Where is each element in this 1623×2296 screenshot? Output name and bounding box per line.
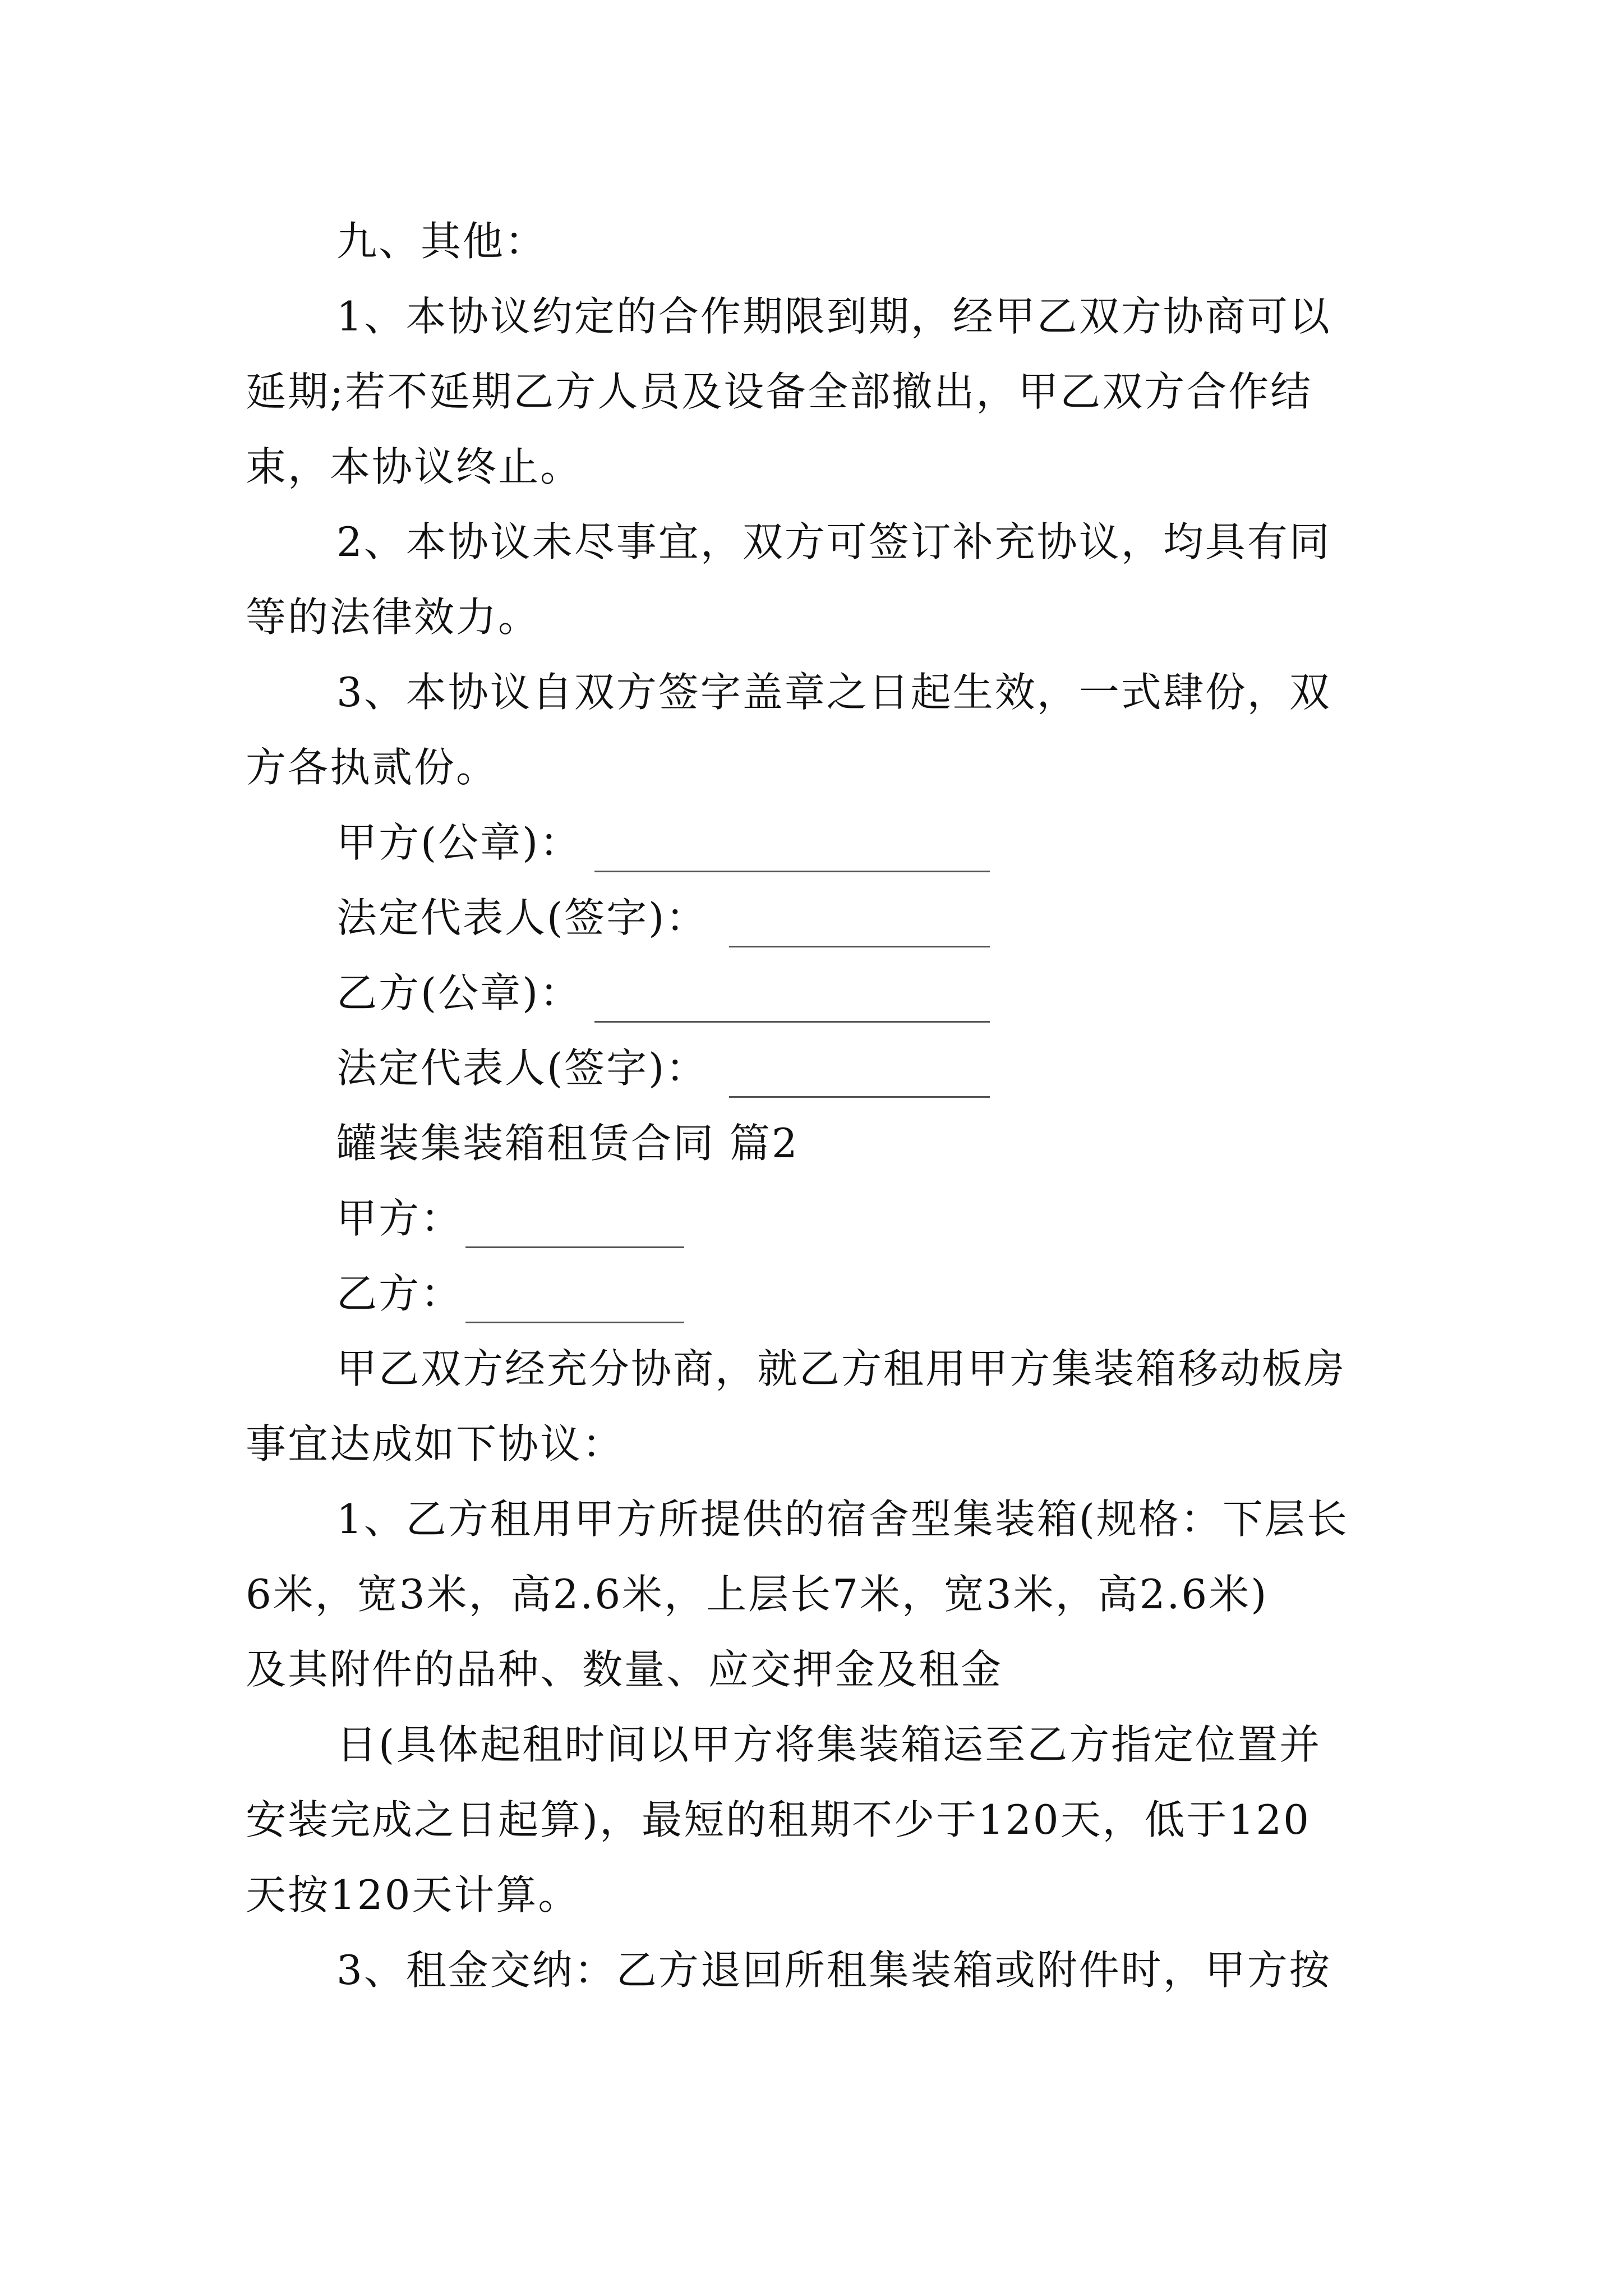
- party-a-representative-blank: [729, 946, 990, 947]
- paragraph-line: 2、本协议未尽事宜，双方可签订补充协议，均具有同: [336, 518, 1331, 565]
- party-a-seal-label: 甲方(公章)：: [336, 819, 582, 866]
- paragraph-line: 及其附件的品种、数量、应交押金及租金: [246, 1646, 1003, 1693]
- party-b-seal-blank: [594, 1021, 990, 1023]
- party-b-seal-label: 乙方(公章)：: [336, 969, 582, 1016]
- paragraph-line: 束，本协议终止。: [246, 443, 583, 490]
- paragraph-line: 安装完成之日起算)，最短的租期不少于120天，低于120: [246, 1796, 1311, 1843]
- party-a-seal-blank: [594, 871, 990, 872]
- section-heading-other: 九、其他：: [336, 218, 547, 265]
- paragraph-line: 事宜达成如下协议：: [246, 1420, 625, 1467]
- paragraph-line: 6米，宽3米，高2.6米，上层长7米，宽3米，高2.6米): [246, 1571, 1269, 1618]
- paragraph-line: 方各执贰份。: [246, 744, 499, 791]
- party-b-representative-label: 法定代表人(签字)：: [336, 1045, 708, 1092]
- paragraph-line: 延期;若不延期乙方人员及设备全部撤出，甲乙双方合作结: [246, 368, 1313, 415]
- paragraph-line: 日(具体起租时间以甲方将集装箱运至乙方指定位置并: [336, 1721, 1322, 1768]
- party-b-label: 乙方：: [336, 1270, 463, 1317]
- party-b-representative-blank: [729, 1096, 990, 1098]
- paragraph-line: 3、本协议自双方签字盖章之日起生效，一式肆份，双: [336, 669, 1331, 716]
- paragraph-line: 1、本协议约定的合作期限到期，经甲乙双方协商可以: [336, 293, 1331, 340]
- party-a-blank: [465, 1246, 684, 1248]
- party-b-blank: [465, 1322, 684, 1323]
- paragraph-line: 天按120天计算。: [246, 1871, 580, 1918]
- paragraph-line: 3、租金交纳：乙方退回所租集装箱或附件时，甲方按: [336, 1947, 1331, 1994]
- party-a-representative-label: 法定代表人(签字)：: [336, 894, 708, 941]
- party-a-label: 甲方：: [336, 1195, 463, 1242]
- contract-title: 罐装集装箱租赁合同 篇2: [336, 1120, 799, 1167]
- paragraph-line: 甲乙双方经充分协商，就乙方租用甲方集装箱移动板房: [336, 1345, 1347, 1392]
- paragraph-line: 等的法律效力。: [246, 593, 541, 641]
- paragraph-line: 1、乙方租用甲方所提供的宿舍型集装箱(规格：下层长: [336, 1496, 1349, 1543]
